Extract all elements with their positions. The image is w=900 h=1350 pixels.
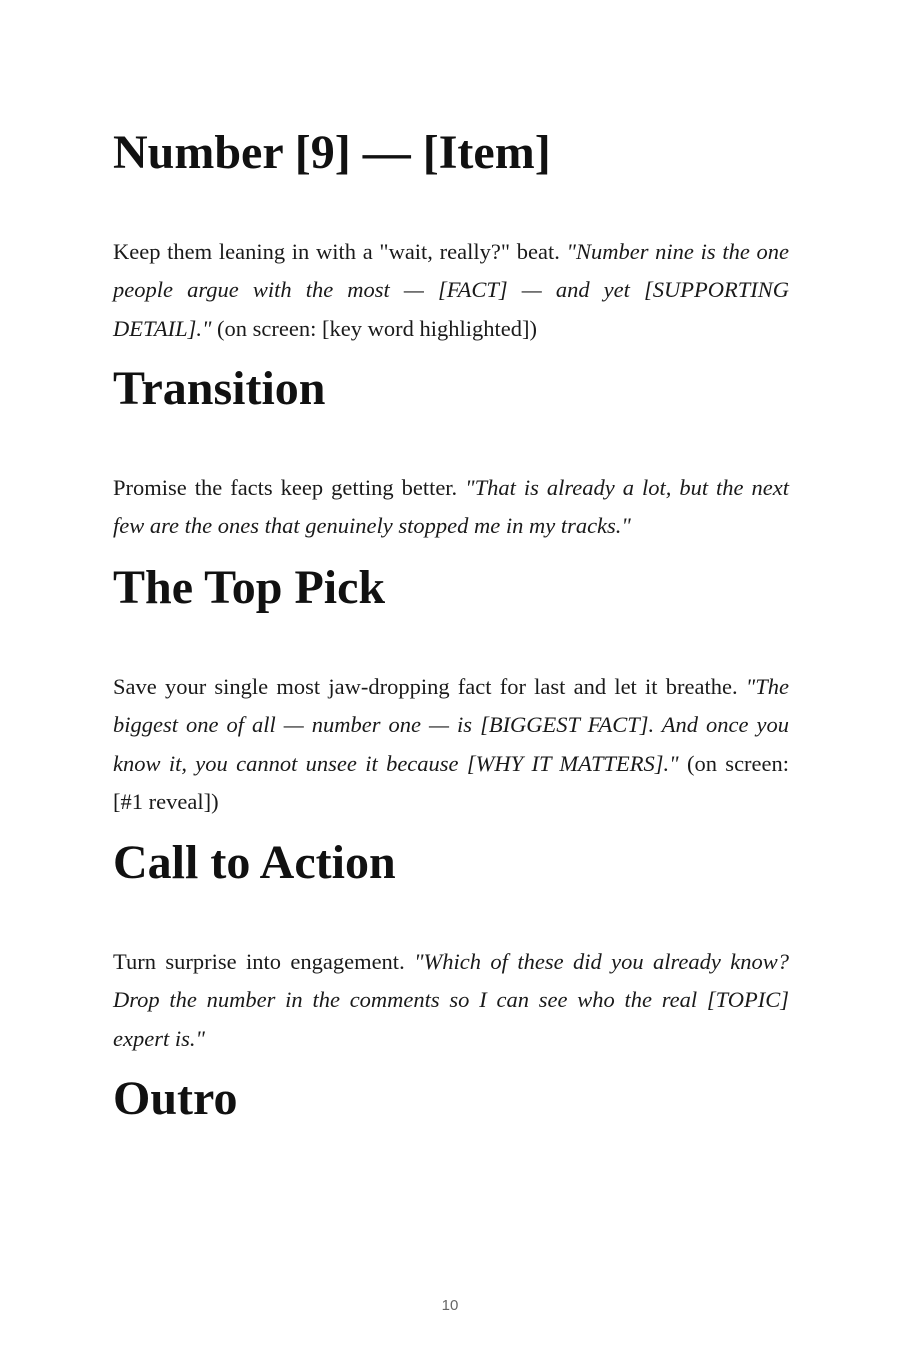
on-screen-note: (on screen: [#1 reveal]) <box>113 750 790 814</box>
script-quote: "Which of these did you already know? Drop the number in the comments so I can see who the real [TOPIC] expert is." <box>113 949 790 1051</box>
section-heading-top-pick: The Top Pick <box>113 561 386 614</box>
section-body-item-9 <box>113 233 789 348</box>
section-heading-call-to-action: Call to Action <box>113 836 396 889</box>
script-quote: "Number nine is the one people argue with the most — [FACT] — and yet [SUPPORTING DETAIL]." <box>113 239 790 341</box>
section-body-call-to-action <box>113 943 789 1058</box>
section-intro: Save your single most jaw-dropping fact for last and let it breathe. <box>113 674 738 699</box>
script-quote: "That is already a lot, but the next few are the ones that genuinely stopped me in my tracks." <box>113 475 789 539</box>
script-quote: "The biggest one of all — number one — is [BIGGEST FACT]. And once you know it, you cannot unsee it because [WHY IT MATTERS]." <box>113 674 789 776</box>
section-heading-outro: Outro <box>113 1072 238 1125</box>
section-heading-item-9: Number [9] — [Item] <box>113 126 551 179</box>
on-screen-note: (on screen: [key word highlighted]) <box>217 315 537 341</box>
section-body-transition <box>113 469 789 546</box>
page-number: 10 <box>441 1297 459 1314</box>
section-intro: Turn surprise into engagement. <box>113 949 405 974</box>
section-intro: Keep them leaning in with a "wait, really?" beat. <box>113 239 560 264</box>
section-heading-transition: Transition <box>113 362 326 415</box>
section-intro: Promise the facts keep getting better. <box>113 475 458 500</box>
section-body-top-pick <box>113 668 789 821</box>
